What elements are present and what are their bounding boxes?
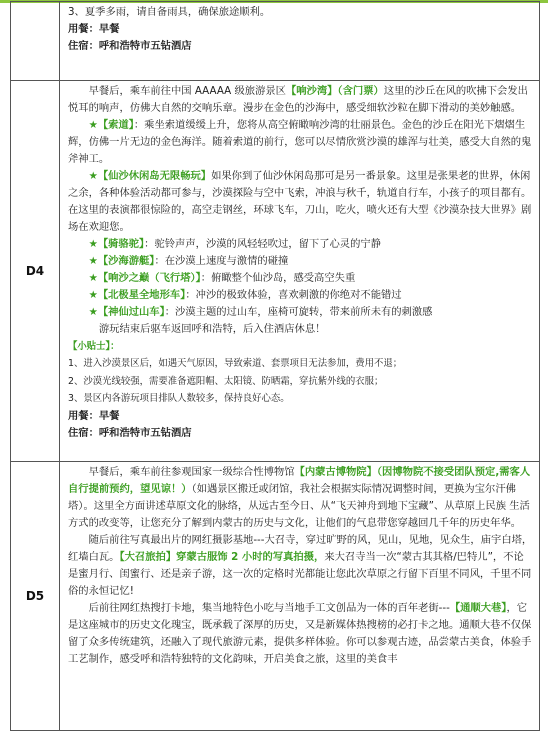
d4-return: 游玩结束后驱车返回呼和浩特，后入住酒店休息！ — [98, 323, 326, 335]
star-icon: ★ — [88, 272, 98, 284]
d4-island-text: 如果你到了仙沙休闲岛那可是另一番景象。这里是张果老的世界，休闲之余，各种体验活动都可参与，沙漠探险与空中飞索，冲浪与秋千，轨道自行车，小孩子的项目都有。在这里的表演都很惊险的，高空走钢丝，环球飞车，刀山，吃火，喷火还有大型《沙漠杂技大世界》剧场在欢迎您。 — [68, 170, 532, 233]
star-icon: ★ — [88, 306, 98, 318]
d4-island-highlight: 【仙沙休闲岛无限畅玩】 — [97, 170, 212, 182]
d4-item-name: 【神仙过山车】 — [97, 306, 165, 318]
d4-tips-title: 【小贴士】： — [68, 341, 120, 352]
d4-item-text: ：驼铃声声，沙漠的风轻轻吹过，留下了心灵的宁静 — [144, 238, 381, 250]
d4-intro-text: 早餐后，乘车前往中国 AAAAA 级旅游景区 — [88, 85, 286, 97]
hotel-line: 住宿：呼和浩特市五钻酒店 — [68, 40, 192, 52]
d4-item-name: 【骑骆驼】 — [97, 238, 145, 250]
d4-item-text: ：俯瞰整个仙沙岛，感受高空失重 — [200, 272, 356, 284]
d5-tongshun-text-2: ，它是这座城市的历史文化瑰宝，既承载了深厚的历史，又是新媒体热搜榜的必打卡之地。通顺大巷不仅保留了众多传统建筑，还融入了现代旅游元素，提供多样体验。你可以参观古迹，品尝蒙古美食，体验手工艺制作，感受呼和浩特独特的文化韵味，开启美食之旅，这里的美食丰 — [68, 602, 532, 665]
d5-dazhao-highlight: 【大召旅拍】穿蒙古服饰 2 小时的写真拍摄， — [119, 551, 325, 563]
d5-tongshun — [68, 600, 533, 668]
d4-item-text: ：冲沙的极致体验，喜欢刺激的你绝对不能错过 — [185, 289, 402, 301]
d4-item — [68, 253, 533, 270]
d5-tongshun-highlight: 【通顺大巷】 — [449, 602, 507, 614]
d4-intro-text-2: 这里的沙丘在风的吹拂下会发出悦耳的响声，仿佛大自然的交响乐章。漫步在金色的沙海中，感受细软沙粒在脚下滑动的美妙触感。 — [68, 85, 528, 114]
d4-item — [68, 270, 533, 287]
d4-item-name: 【沙海游艇】 — [97, 255, 155, 267]
day5-row — [11, 462, 540, 731]
d5-museum — [68, 464, 533, 532]
d4-item — [68, 236, 533, 253]
d4-item-text: ：在沙漠上速度与激情的碰撞 — [154, 255, 289, 267]
d5-dazhao-text-2: 来大召寺当一次“蒙古其其格/巴特儿”，不论是蜜月行、闺蜜行、还是亲子游，这一次的定格时光都能让您此次草原之行留下百里不同风，千里不同俗的永恒记忆! — [68, 551, 532, 597]
d5-museum-text: 早餐后，乘车前往参观国家一级综合性博物馆 — [88, 466, 295, 478]
d4-item-text: ：沙漠主题的过山车，座椅可旋转，带来前所未有的刺激感 — [164, 306, 433, 318]
day4-label: D4 — [11, 81, 60, 462]
d4-cable-text: ：乘坐索道缓缓上升，您将从高空俯瞰响沙湾的壮丽景色。金色的沙丘在阳光下熠熠生辉，仿佛一片无边的金色海洋。随着索道的前行，您可以尽情欣赏沙漠的雄浑与壮美，感受大自然的鬼斧神工。 — [68, 119, 532, 165]
star-icon: ★ — [88, 119, 98, 131]
d4-item-name: 【响沙之巅（飞行塔）】 — [97, 272, 201, 284]
d5-museum-text-2: （如遇景区搬迁或闭馆，我社会根据实际情况调整时间，更换为宝尔汗佛塔）。这里全方面讲述草原文化的脉络，从远古至今日、从“飞天神舟到地下宝藏”、从草原上民族 生活方式的改变等，让您充分了解到内蒙古的历史与文化，让他们的气息带您穿越回几千年的历史年华。 — [68, 483, 530, 529]
day5-label: D5 — [11, 462, 60, 731]
d4-tip: 2、沙漠光线较强，需要准备遮阳帽、太阳镜、防晒霜，穿抗紫外线的衣服； — [68, 375, 384, 387]
d4-item — [68, 287, 533, 304]
star-icon: ★ — [88, 238, 98, 250]
d4-intro — [68, 83, 533, 117]
day4-content — [60, 81, 540, 462]
meal-line: 用餐：早餐 — [68, 409, 120, 422]
d5-tongshun-text: 后前往网红热搜打卡地，集当地特色小吃与当地手工文创品为一体的百年老街--- — [88, 602, 450, 614]
day3-tail-row — [11, 2, 540, 81]
itinerary-table — [10, 1, 540, 731]
day4-row — [11, 81, 540, 462]
d4-cable — [68, 117, 533, 168]
day-cell-empty — [11, 2, 60, 81]
d4-item-name: 【北极星全地形车】 — [97, 289, 186, 301]
d5-museum-highlight: 【内蒙古博物院】（因博物院不接受团队预定,需客人自行提前预约，望见谅！） — [68, 466, 531, 495]
d4-tip: 3、景区内各游玩项目排队人数较多，保持良好心态。 — [68, 393, 290, 404]
tip-rain: 3、夏季多雨，请自备雨具，确保旅途顺利。 — [68, 6, 271, 18]
d4-intro-highlight: 【响沙湾】（含门票） — [285, 85, 384, 97]
star-icon: ★ — [88, 289, 98, 301]
d4-tip: 1、进入沙漠景区后，如遇天气原因，导致索道、套票项目无法参加，费用不退； — [68, 358, 403, 369]
day5-content — [60, 462, 540, 731]
meal-line: 用餐：早餐 — [68, 23, 120, 35]
star-icon: ★ — [88, 255, 98, 267]
hotel-line: 住宿：呼和浩特市五钻酒店 — [68, 426, 192, 439]
d4-cable-highlight: 【索道】 — [97, 119, 134, 131]
d5-dazhao — [68, 532, 533, 600]
star-icon: ★ — [88, 170, 98, 182]
day3-tail-content — [60, 2, 540, 81]
d4-item — [68, 304, 533, 321]
d4-island — [68, 168, 533, 236]
d5-dazhao-text: 随后前往写真最出片的网红摄影基地---大召寺，穿过旷野的风，见山，见地，见众生，庙宇白塔，红墙白瓦。 — [68, 534, 533, 563]
